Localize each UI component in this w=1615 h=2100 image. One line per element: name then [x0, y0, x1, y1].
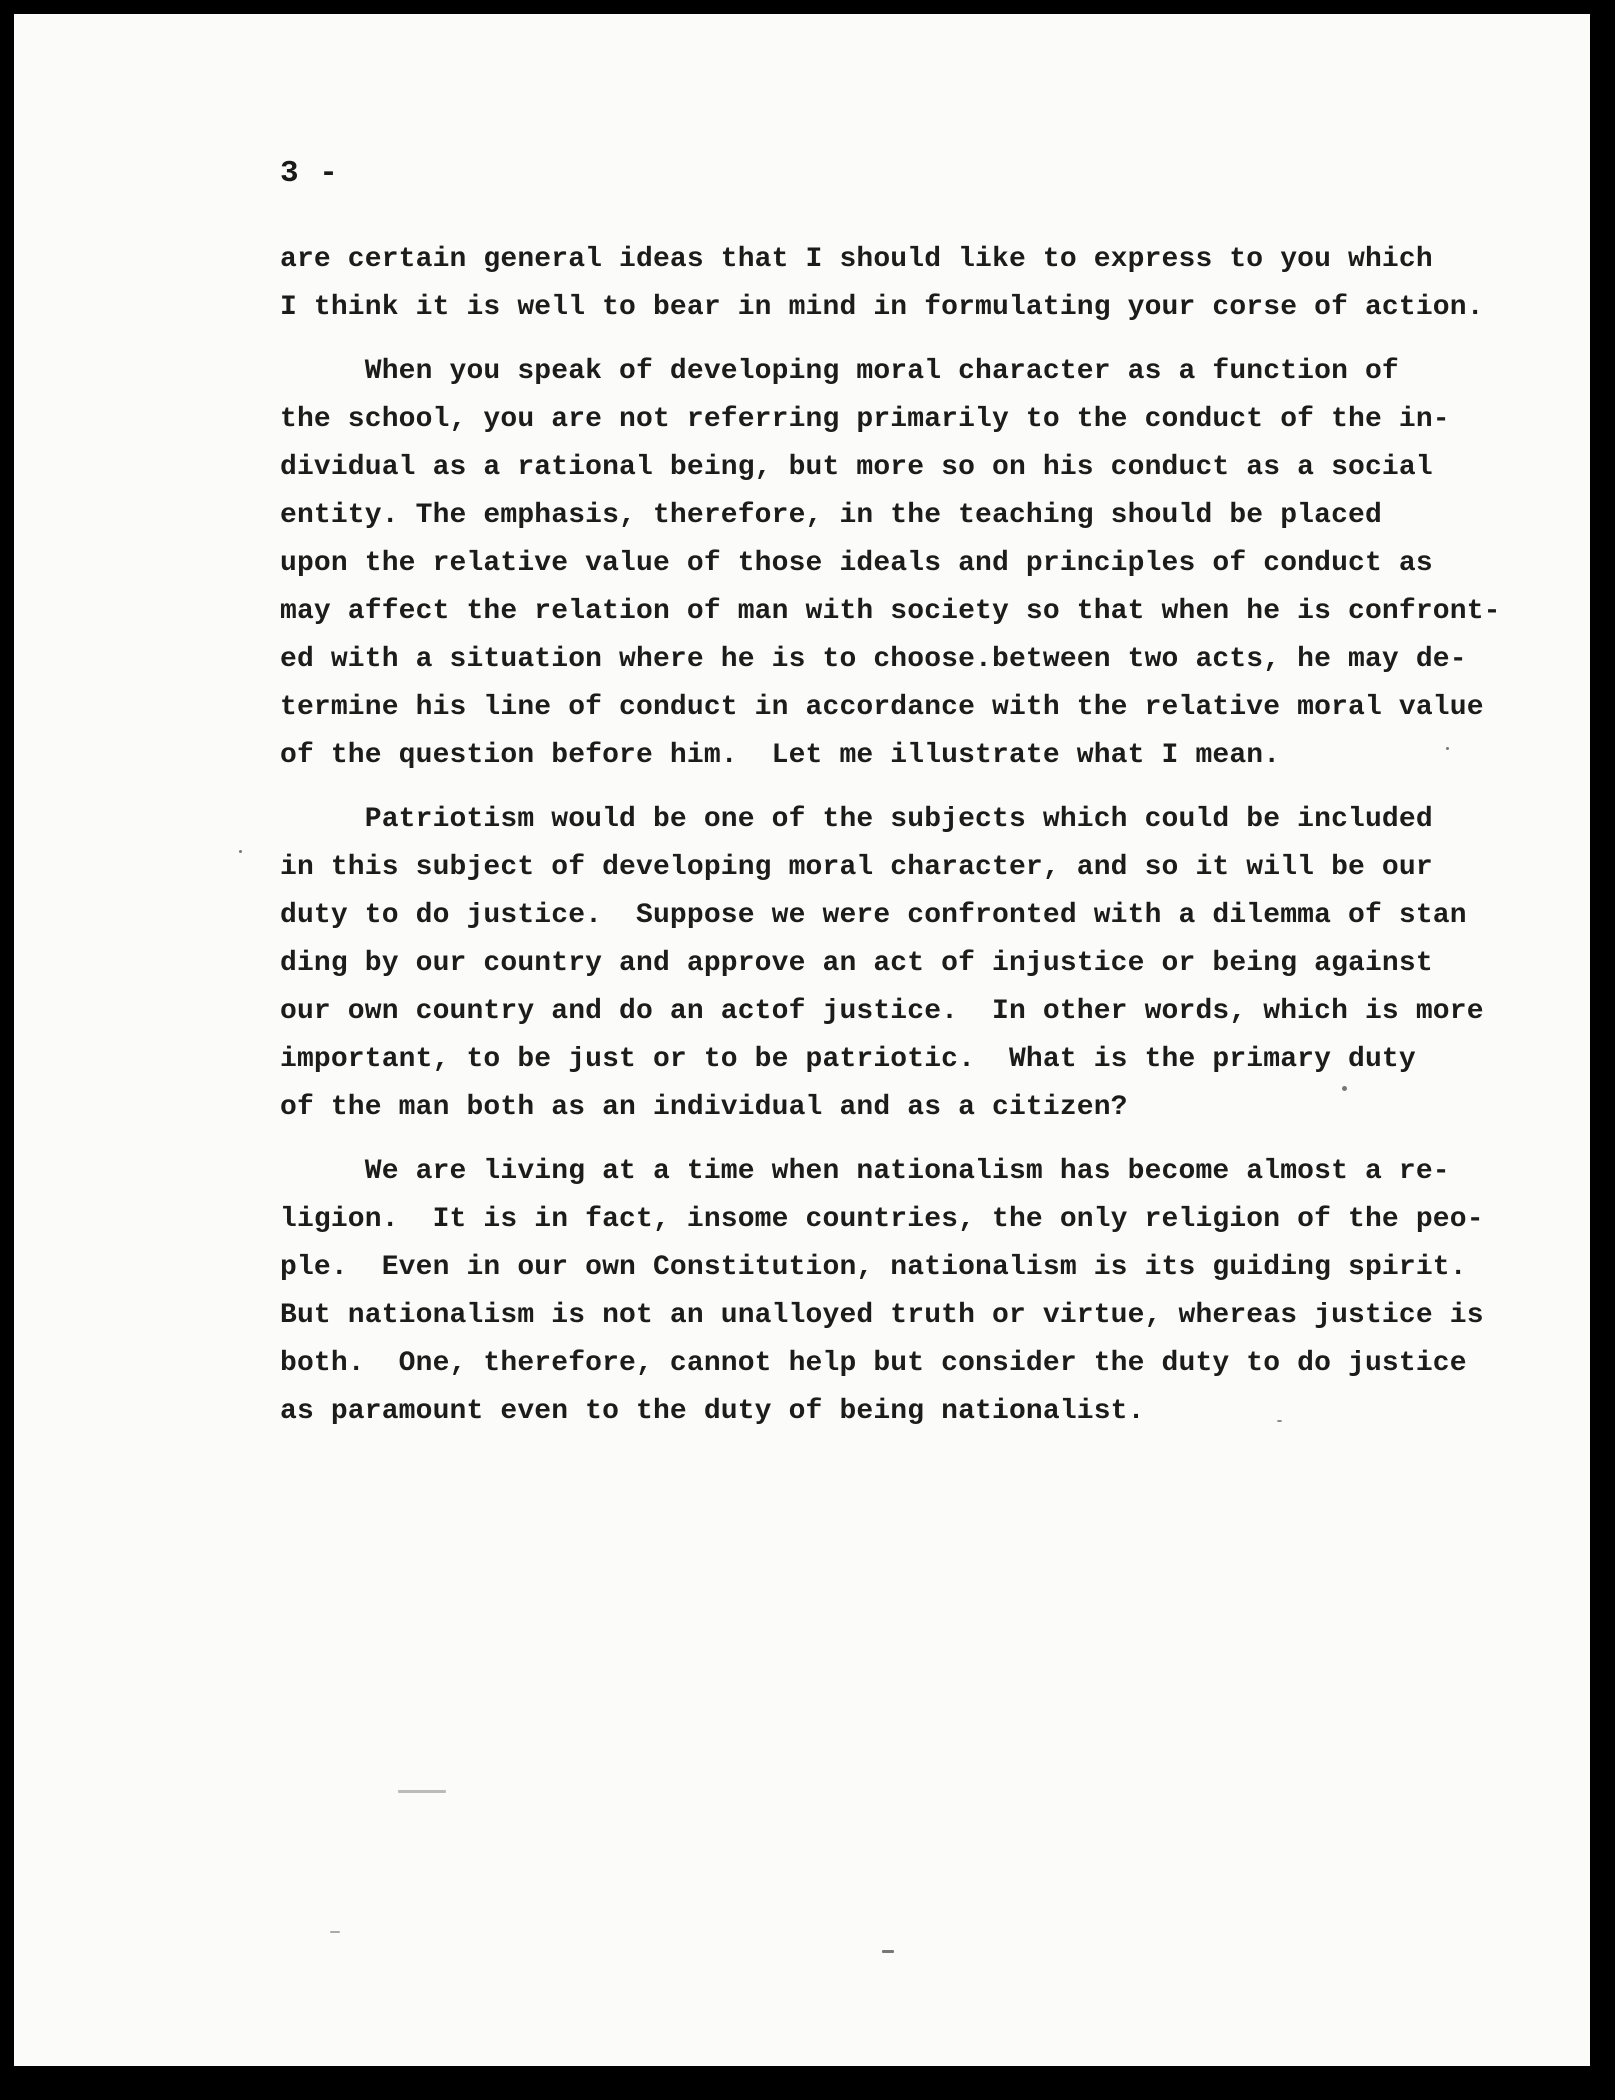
page-number: 3 -: [280, 156, 339, 191]
text-line: duty to do justice. Suppose we were confronted with a dilemma of stan: [280, 900, 1467, 931]
paragraph: [280, 796, 1484, 1132]
text-line: I think it is well to bear in mind in formulating your corse of action.: [280, 292, 1484, 323]
paragraph: [280, 236, 1484, 332]
scan-speck: [1277, 1420, 1282, 1422]
scan-speck: [1342, 1086, 1347, 1091]
text-line: We are living at a time when nationalism has become almost a re-: [280, 1156, 1450, 1187]
text-line: upon the relative value of those ideals and principles of conduct as: [280, 548, 1433, 579]
text-line: ple. Even in our own Constitution, nationalism is its guiding spirit.: [280, 1252, 1467, 1283]
text-line: are certain general ideas that I should like to express to you which: [280, 244, 1433, 275]
paragraph: [280, 348, 1501, 780]
scan-speck: [882, 1950, 894, 1953]
document-page: [14, 14, 1590, 2066]
text-line: ed with a situation where he is to choose.between two acts, he may de-: [280, 644, 1467, 675]
text-line: our own country and do an actof justice. In other words, which is more: [280, 996, 1484, 1027]
scan-speck: [330, 1931, 340, 1933]
text-line: may affect the relation of man with society so that when he is confront-: [280, 596, 1501, 627]
paragraph: [280, 1148, 1484, 1436]
text-line: both. One, therefore, cannot help but consider the duty to do justice: [280, 1348, 1467, 1379]
text-line: termine his line of conduct in accordance with the relative moral value: [280, 692, 1484, 723]
text-line: dividual as a rational being, but more so on his conduct as a social: [280, 452, 1433, 483]
text-line: entity. The emphasis, therefore, in the teaching should be placed: [280, 500, 1382, 531]
text-line: of the man both as an individual and as a citizen?: [280, 1092, 1128, 1123]
scan-speck: [1446, 747, 1449, 750]
scan-speck: [239, 850, 242, 853]
scan-speck: [398, 1790, 446, 1793]
text-line: important, to be just or to be patriotic. What is the primary duty: [280, 1044, 1416, 1075]
text-line: the school, you are not referring primarily to the conduct of the in-: [280, 404, 1450, 435]
text-line: as paramount even to the duty of being nationalist.: [280, 1396, 1145, 1427]
text-line: Patriotism would be one of the subjects which could be included: [280, 804, 1433, 835]
text-line: ding by our country and approve an act of injustice or being against: [280, 948, 1433, 979]
text-line: When you speak of developing moral character as a function of: [280, 356, 1399, 387]
text-line: in this subject of developing moral character, and so it will be our: [280, 852, 1433, 883]
body-text: [280, 236, 1501, 1452]
text-line: ligion. It is in fact, insome countries, the only religion of the peo-: [280, 1204, 1484, 1235]
text-line: of the question before him. Let me illustrate what I mean.: [280, 740, 1281, 771]
text-line: But nationalism is not an unalloyed truth or virtue, whereas justice is: [280, 1300, 1484, 1331]
